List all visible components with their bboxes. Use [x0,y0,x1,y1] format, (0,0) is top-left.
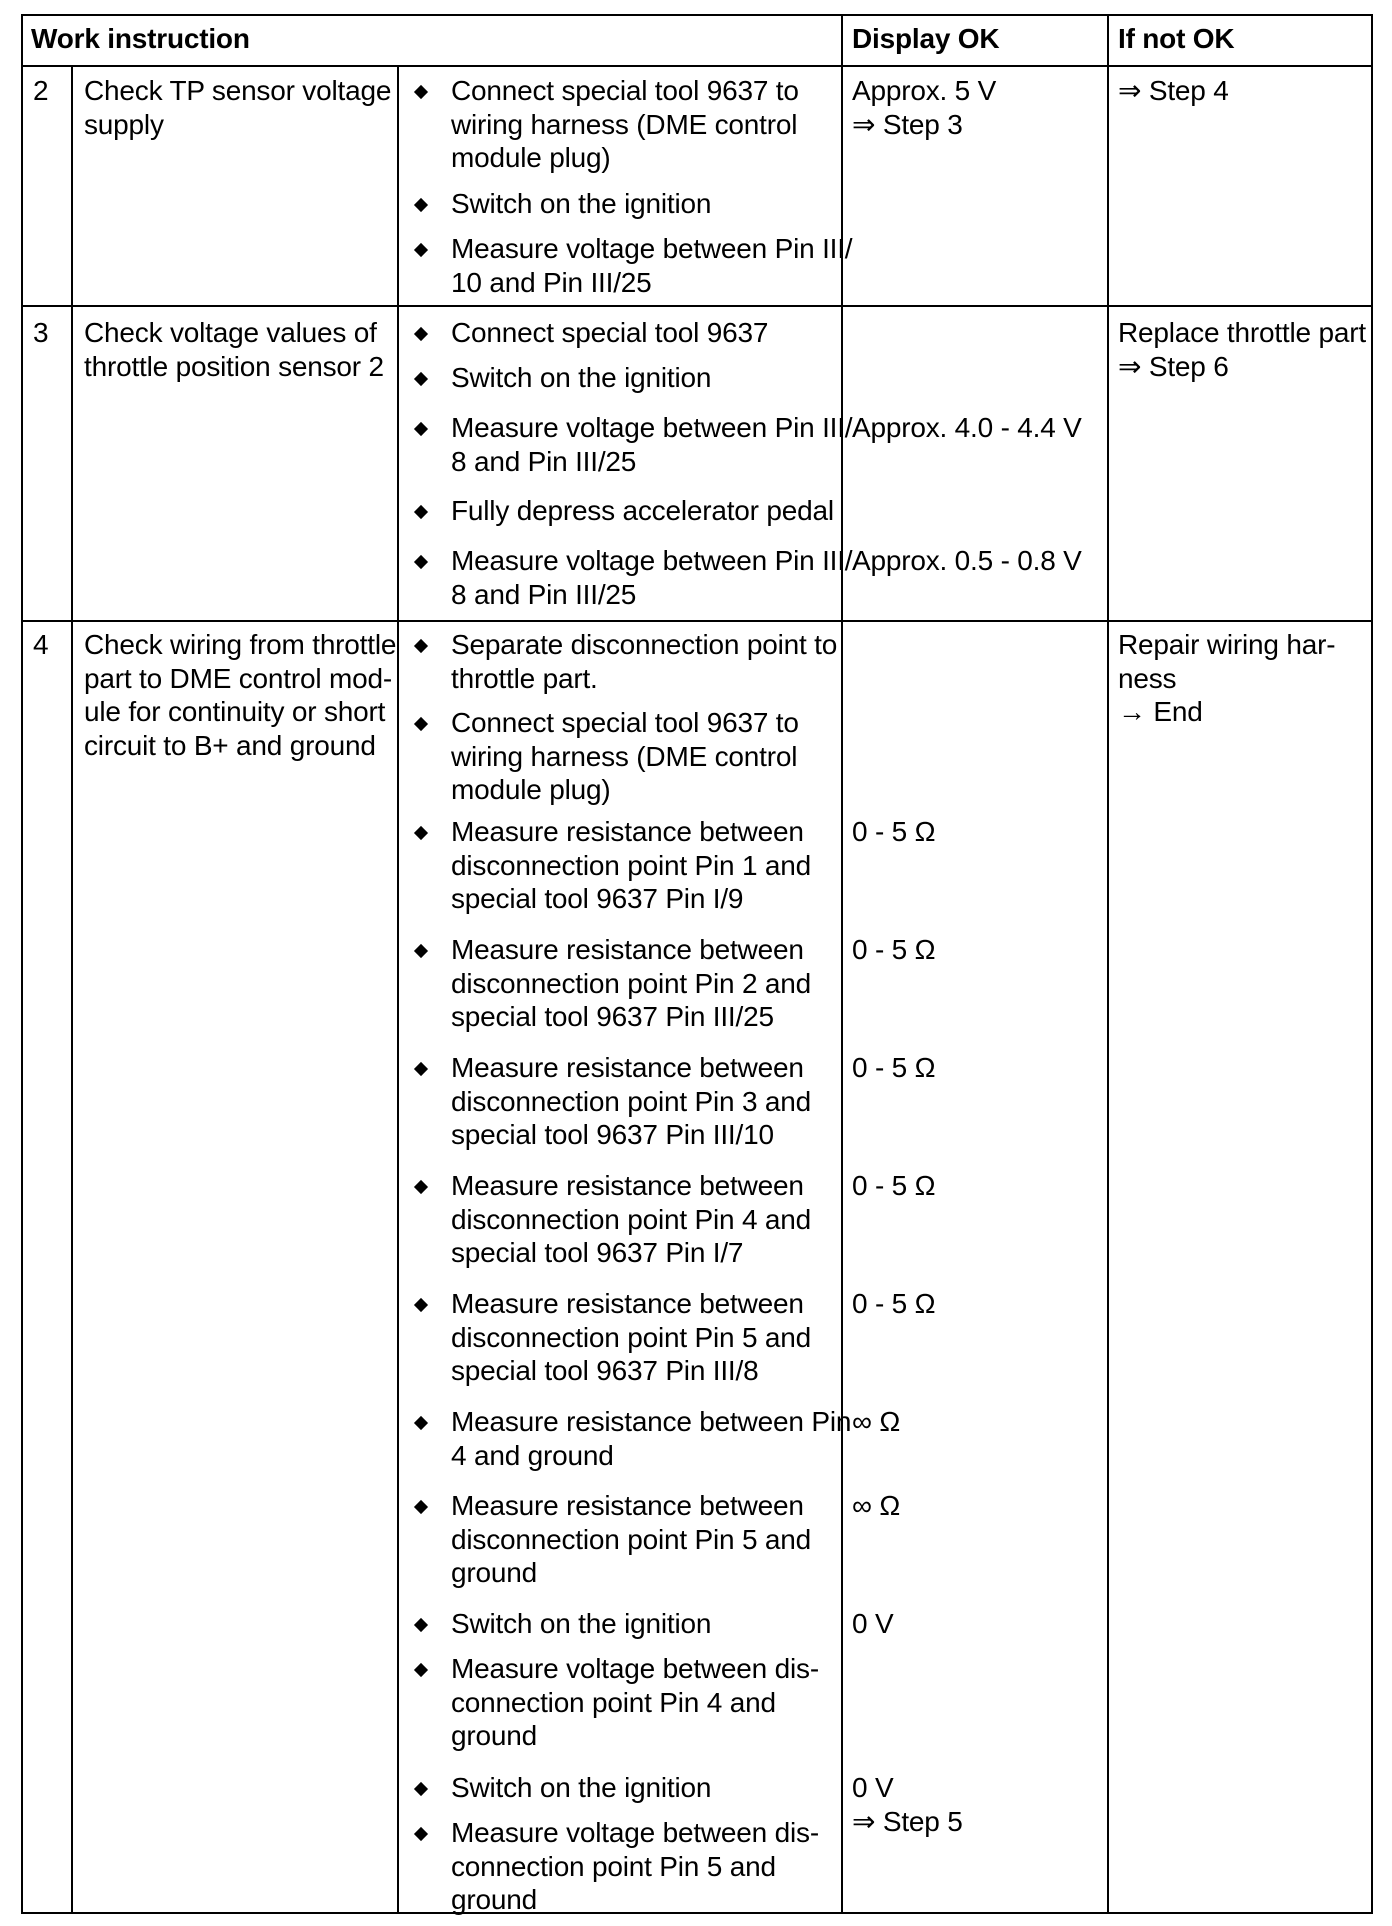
instruction-text: special tool 9637 Pin III/8 [451,1355,759,1386]
instruction-text: throttle part. [451,662,598,694]
instruction-text: Measure resistance between [451,1170,804,1201]
task-description: Check TP sensor voltage [84,75,392,106]
task-description: circuit to B+ and ground [84,729,376,761]
instruction-text: Connect special tool 9637 [451,317,769,348]
instruction-text: disconnection point Pin 4 and [451,1203,812,1235]
step-number: 2 [33,75,49,106]
display-ok-value: 0 V [852,1608,894,1639]
display-ok-value: 0 - 5 Ω [852,1052,936,1083]
instruction-text: Fully depress accelerator pedal [451,495,834,526]
display-ok-value: Approx. 5 V [852,75,997,106]
instruction-text: Switch on the ignition [451,188,712,219]
task-description: throttle position sensor 2 [84,350,384,382]
instruction-text: Measure resistance between [451,934,804,965]
header-if-not-ok: If not OK [1118,23,1235,54]
instruction-text: Measure resistance between Pin [451,1406,852,1437]
display-ok-value: 0 - 5 Ω [852,1170,936,1201]
instruction-text: special tool 9637 Pin III/25 [451,1001,774,1032]
column-divider [71,66,73,1914]
display-ok-value: 0 V [852,1772,894,1803]
instruction-text: wiring harness (DME control [451,108,798,140]
instruction-text: wiring harness (DME control [451,740,798,772]
if-not-ok-action: ⇒ Step 4 [1118,75,1229,106]
display-ok-value: ⇒ Step 5 [852,1805,963,1837]
task-description: part to DME control mod- [84,662,392,694]
instruction-text: Measure resistance between [451,1490,804,1521]
display-ok-value: ∞ Ω [852,1406,901,1437]
row-divider [21,620,1373,622]
task-description: ule for continuity or short [84,696,386,727]
instruction-text: disconnection point Pin 3 and [451,1085,812,1117]
display-ok-value: ⇒ Step 3 [852,108,963,140]
instruction-text: Measure voltage between Pin III/ [451,545,853,576]
instruction-text: Measure voltage between Pin III/ [451,233,853,264]
step-number: 3 [33,317,49,348]
display-ok-value: 0 - 5 Ω [852,1288,936,1319]
display-ok-value: 0 - 5 Ω [852,934,936,965]
instruction-text: Switch on the ignition [451,362,712,393]
instruction-text: Connect special tool 9637 to [451,75,799,106]
step-number: 4 [33,629,49,660]
instruction-text: ground [451,1720,537,1751]
instruction-text: Switch on the ignition [451,1772,712,1803]
instruction-text: Measure voltage between dis- [451,1653,819,1684]
header-work-instruction: Work instruction [31,23,250,54]
instruction-text: Measure resistance between [451,1052,804,1083]
column-divider [397,66,399,1914]
display-ok-value: Approx. 4.0 - 4.4 V [852,412,1082,443]
instruction-text: special tool 9637 Pin I/9 [451,883,744,914]
display-ok-value: ∞ Ω [852,1490,901,1521]
instruction-text: Measure resistance between [451,1288,804,1319]
instruction-text: 10 and Pin III/25 [451,266,652,298]
instruction-text: Measure voltage between Pin III/ [451,412,853,443]
if-not-ok-action: → End [1118,696,1203,727]
instruction-text: 4 and ground [451,1439,614,1471]
header-display-ok: Display OK [852,23,1000,54]
task-description: supply [84,108,164,140]
column-divider [1107,14,1109,1914]
instruction-text: ground [451,1557,537,1588]
instruction-text: disconnection point Pin 5 and [451,1523,812,1555]
task-description: Check wiring from throttle [84,629,397,660]
if-not-ok-action: Repair wiring har- [1118,629,1336,660]
instruction-text: module plug) [451,142,611,173]
header-divider [21,65,1373,67]
instruction-text: Separate disconnection point to [451,629,838,660]
instruction-text: Connect special tool 9637 to [451,707,799,738]
row-divider [21,305,1373,307]
task-description: Check voltage values of [84,317,377,348]
display-ok-value: 0 - 5 Ω [852,816,936,847]
instruction-text: module plug) [451,774,611,805]
instruction-text: connection point Pin 5 and [451,1850,776,1882]
display-ok-value: Approx. 0.5 - 0.8 V [852,545,1082,576]
instruction-text: disconnection point Pin 5 and [451,1321,812,1353]
column-divider [841,14,843,1914]
instruction-text: Switch on the ignition [451,1608,712,1639]
instruction-text: connection point Pin 4 and [451,1686,776,1718]
instruction-text: 8 and Pin III/25 [451,578,637,610]
instruction-text: special tool 9637 Pin I/7 [451,1237,744,1268]
instruction-text: ground [451,1884,537,1915]
instruction-text: special tool 9637 Pin III/10 [451,1119,774,1150]
instruction-text: disconnection point Pin 1 and [451,849,812,881]
instruction-text: 8 and Pin III/25 [451,445,637,477]
if-not-ok-action: ⇒ Step 6 [1118,350,1229,382]
instruction-text: disconnection point Pin 2 and [451,967,812,999]
instruction-text: Measure resistance between [451,816,804,847]
if-not-ok-action: ness [1118,662,1177,694]
if-not-ok-action: Replace throttle part [1118,317,1366,348]
instruction-text: Measure voltage between dis- [451,1817,819,1848]
